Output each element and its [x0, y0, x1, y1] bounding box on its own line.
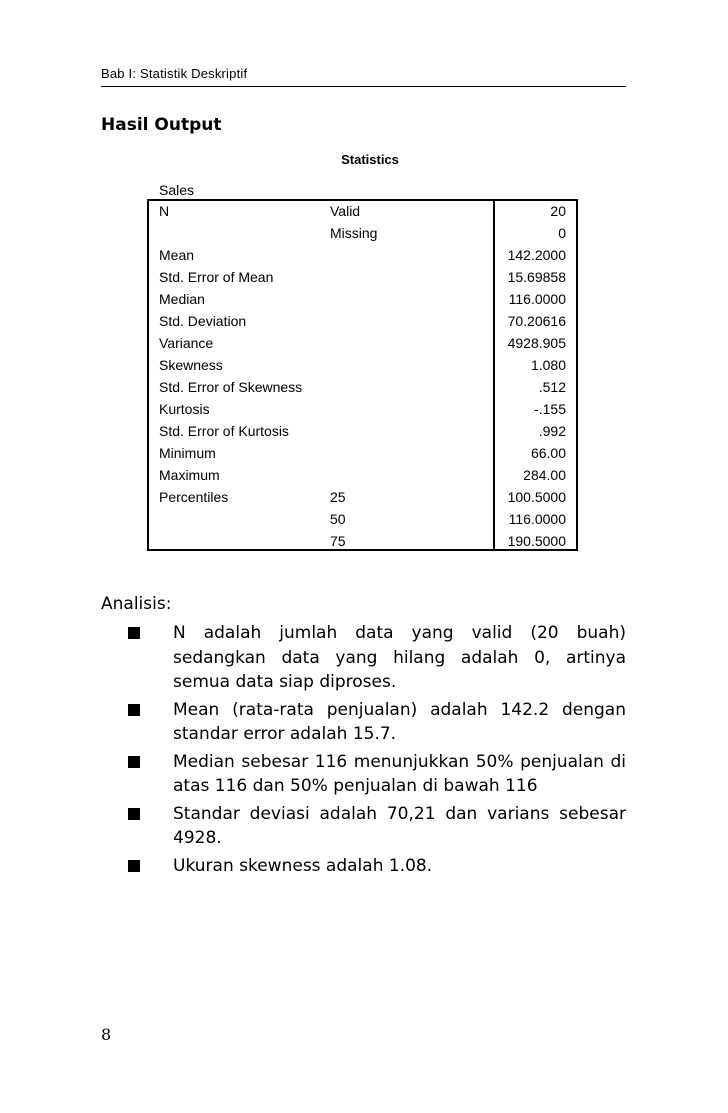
row-label: Median	[159, 291, 205, 307]
analysis-bullet	[124, 854, 626, 879]
row-sublabel: 50	[330, 511, 346, 527]
table-row	[0, 464, 728, 486]
table-title: Statistics	[341, 152, 399, 167]
row-label: Std. Error of Kurtosis	[159, 423, 289, 439]
bullet-text: Ukuran skewness adalah 1.08.	[173, 855, 433, 876]
row-value: 0	[558, 225, 566, 241]
table-row	[0, 354, 728, 376]
analysis-list	[124, 621, 626, 881]
row-value: 100.5000	[507, 489, 566, 505]
row-value: 20	[550, 203, 566, 219]
table-row	[0, 486, 728, 508]
row-value: 4928.905	[507, 335, 566, 351]
table-row	[0, 244, 728, 266]
bullet-square-icon	[128, 808, 140, 820]
row-value: 116.0000	[508, 291, 566, 307]
row-label: Std. Deviation	[159, 313, 247, 329]
row-value: 284.00	[523, 467, 566, 483]
bullet-text: Standar deviasi adalah 70,21 dan varians sebesar 4928.	[173, 803, 626, 848]
analysis-bullet	[124, 750, 626, 799]
analysis-bullet	[124, 802, 626, 851]
table-row	[0, 288, 728, 310]
row-label: Percentiles	[159, 489, 229, 505]
row-value: 66.00	[530, 445, 566, 461]
row-sublabel: 75	[330, 533, 346, 549]
header-rule	[101, 86, 626, 87]
table-row	[0, 332, 728, 354]
row-sublabel: Missing	[330, 225, 378, 241]
row-label: Std. Error of Skewness	[159, 379, 303, 395]
table-row	[0, 530, 728, 552]
bullet-square-icon	[128, 627, 140, 639]
row-value: .512	[538, 379, 566, 395]
row-label: N	[159, 203, 170, 219]
analysis-heading: Analisis:	[101, 594, 172, 614]
row-sublabel: Valid	[330, 203, 361, 219]
table-row	[0, 508, 728, 530]
table-row	[0, 442, 728, 464]
table-row	[0, 200, 728, 222]
variable-label: Sales	[159, 182, 195, 198]
bullet-square-icon	[128, 860, 140, 872]
table-row	[0, 398, 728, 420]
table-row	[0, 310, 728, 332]
row-value: 15.69858	[507, 269, 566, 285]
bullet-text: Median sebesar 116 menunjukkan 50% penjualan di atas 116 dan 50% penjualan di bawah 116	[173, 751, 626, 796]
bullet-text: Mean (rata-rata penjualan) adalah 142.2 dengan standar error adalah 15.7.	[173, 699, 626, 744]
running-header: Bab I: Statistik Deskriptif	[101, 66, 248, 81]
bullet-text: N adalah jumlah data yang valid (20 buah) sedangkan data yang hilang adalah 0, artinya semua data siap diproses.	[173, 623, 626, 692]
bullet-square-icon	[128, 756, 140, 768]
row-value: 142.2000	[507, 247, 566, 263]
row-label: Std. Error of Mean	[159, 269, 274, 285]
row-value: 70.20616	[507, 313, 566, 329]
row-label: Mean	[159, 247, 195, 263]
row-label: Minimum	[159, 445, 216, 461]
analysis-bullet	[124, 698, 626, 747]
section-title: Hasil Output	[101, 115, 222, 135]
row-value: .992	[538, 423, 566, 439]
row-value: 1.080	[530, 357, 566, 373]
table-row	[0, 376, 728, 398]
table-row	[0, 222, 728, 244]
page-number: 8	[101, 1025, 112, 1044]
row-label: Kurtosis	[159, 401, 210, 417]
row-label: Variance	[159, 335, 214, 351]
row-label: Maximum	[159, 467, 220, 483]
row-value: 190.5000	[507, 533, 566, 549]
analysis-bullet	[124, 621, 626, 695]
row-value: -.155	[534, 401, 566, 417]
row-sublabel: 25	[330, 489, 346, 505]
bullet-square-icon	[128, 704, 140, 716]
row-label: Skewness	[159, 357, 223, 373]
table-row	[0, 266, 728, 288]
row-value: 116.0000	[508, 511, 566, 527]
table-row	[0, 420, 728, 442]
